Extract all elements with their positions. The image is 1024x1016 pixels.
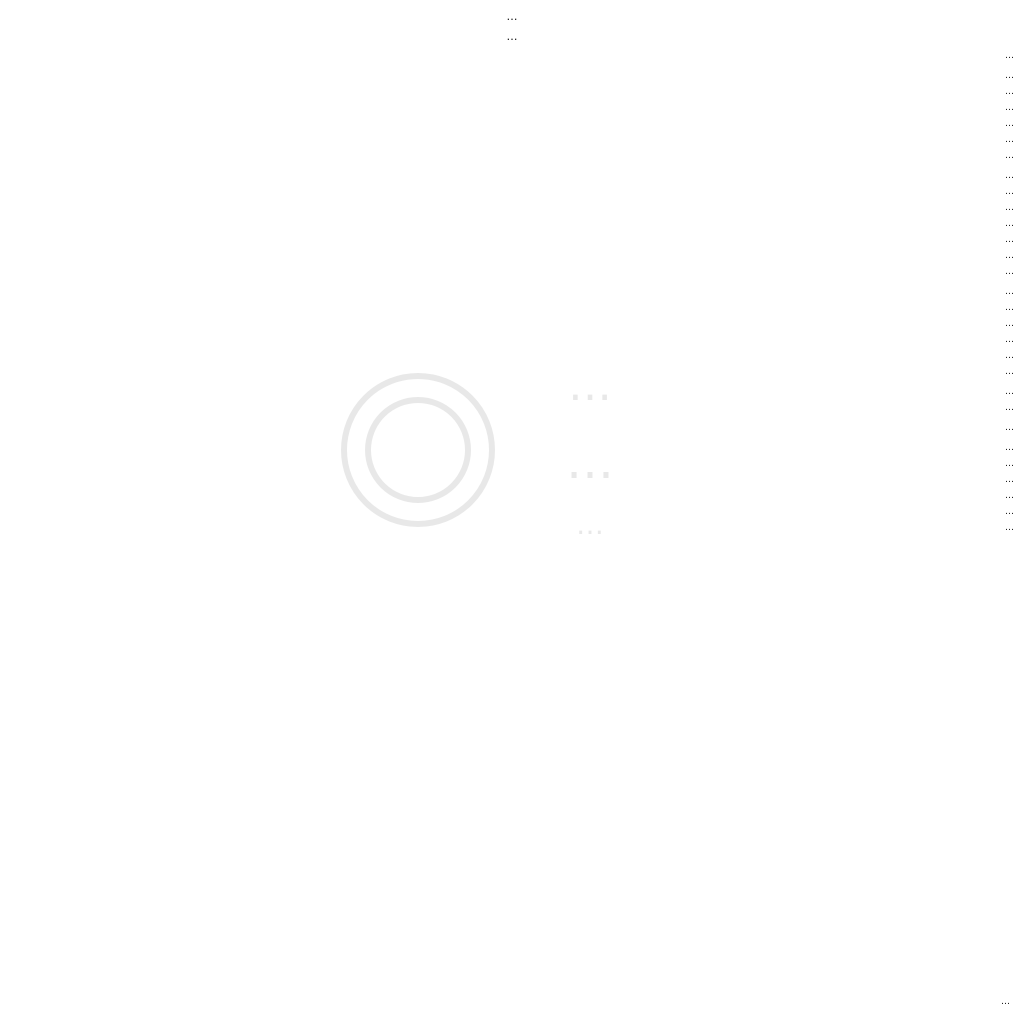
sale-note: … — [1005, 403, 1014, 413]
auction-place: … — [1005, 423, 1014, 433]
note-5: … — [1005, 523, 1014, 533]
deceased-note: … — [1005, 251, 1014, 261]
page-title: … — [506, 10, 518, 23]
intro-paragraph: … — [1005, 51, 1014, 61]
legal-item-1: … — [1005, 187, 1014, 197]
valuation-intro: … — [1005, 303, 1014, 313]
valuation-note: … — [1005, 267, 1014, 277]
legal-item-3: … — [1005, 219, 1014, 229]
valuation-heading: … — [1005, 287, 1014, 297]
status-item-1: … — [1005, 87, 1014, 97]
status-item-3: … — [1005, 119, 1014, 129]
watermark-text-top: … — [568, 360, 612, 411]
status-item-4: … — [1005, 135, 1014, 145]
legal-item-4: … — [1005, 235, 1014, 245]
valuation-item-3: … — [1005, 351, 1014, 361]
watermark-text-bottom: … — [576, 508, 604, 541]
legal-heading: … — [1005, 171, 1014, 181]
legal-item-2: … — [1005, 203, 1014, 213]
note-2: … — [1005, 475, 1014, 485]
note-items: … — [1005, 151, 1014, 161]
watermark-text-mid: … — [566, 434, 614, 490]
valuation-item-4: … — [1005, 367, 1014, 377]
notes-heading: … — [1005, 443, 1014, 453]
note-4: … — [1005, 507, 1014, 517]
signature: … — [1001, 997, 1010, 1007]
note-3: … — [1005, 491, 1014, 501]
valuation-item-1: … — [1005, 319, 1014, 329]
note-1: … — [1005, 459, 1014, 469]
page-subtitle: … — [506, 30, 518, 43]
total-value: … — [1005, 387, 1014, 397]
status-heading: … — [1005, 71, 1014, 81]
status-item-2: … — [1005, 103, 1014, 113]
valuation-item-2: … — [1005, 335, 1014, 345]
